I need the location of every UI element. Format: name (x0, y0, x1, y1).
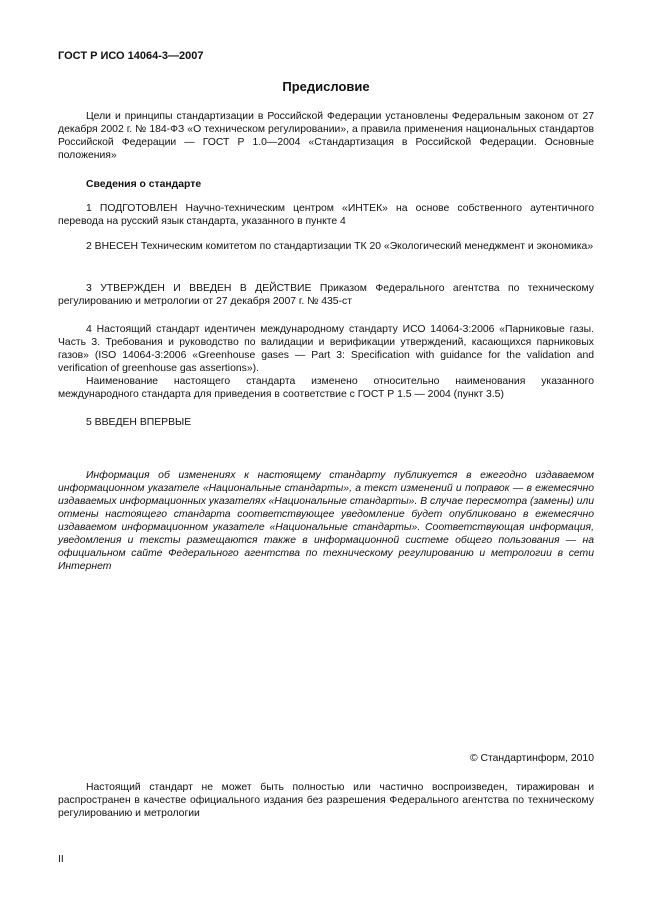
item-4-note: Наименование настоящего стандарта изменено относительно наименования указанного международного стандарта для приведения в соответствие с ГОСТ Р 1.5 — 2004 (пункт 3.5) (58, 376, 594, 400)
item-2 (58, 240, 594, 253)
info-heading-block (58, 178, 594, 191)
item-4-text: 4 Настоящий стандарт идентичен международному стандарту ИСО 14064-3:2006 «Парниковые газы. Часть 3. Требования и руководство по валидации и верификации утверждений, касающихся парниковых газов» (ISO 14064-3:2006 «Greenhouse gases — Part 3: Specification with guidance for the validation and verification of greenhouse gas assertions»). (58, 324, 594, 374)
changes-info (58, 469, 594, 573)
standard-code: ГОСТ Р ИСО 14064-3—2007 (58, 50, 204, 62)
item-5 (58, 416, 594, 429)
info-heading: Сведения о стандарте (86, 179, 202, 190)
item-1 (58, 202, 594, 228)
document-page (58, 0, 594, 913)
reproduction-notice (58, 781, 594, 820)
intro-text: Цели и принципы стандартизации в Российской Федерации установлены Федеральным законом от 27 декабря 2002 г. № 184-ФЗ «О техническом регулировании», а правила применения национальных стандартов Российской Федерации — ГОСТ Р 1.0—2004 «Стандартизация в Российской Федерации. Основные положения» (58, 111, 594, 161)
item-3-text: 3 УТВЕРЖДЕН И ВВЕДЕН В ДЕЙСТВИЕ Приказом Федерального агентства по техническому регулированию и метрологии от 27 декабря 2007 г. № 435-ст (58, 283, 594, 307)
item-4 (58, 323, 594, 401)
copyright: © Стандартинформ, 2010 (469, 753, 594, 764)
item-5-text: 5 ВВЕДЕН ВПЕРВЫЕ (86, 417, 192, 428)
item-3 (58, 282, 594, 308)
page-number: II (58, 854, 64, 865)
changes-info-text: Информация об изменениях к настоящему стандарту публикуется в ежегодно издаваемом информационном указателе «Национальные стандарты», а текст изменений и поправок — в ежемесячно издаваемых информационных указателях «Национальные стандарты». В случае пересмотра (замены) или отмены настоящего стандарта соответствующее уведомление будет опубликовано в ежемесячно издаваемом информационном указателе «Национальные стандарты». Соответствующая информация, уведомления и тексты размещаются также в информационной системе общего пользования — на официальном сайте Федерального агентства по техническому регулированию и метрологии в сети Интернет (58, 470, 594, 572)
item-1-text: 1 ПОДГОТОВЛЕН Научно-техническим центром «ИНТЕК» на основе собственного аутентичного перевода на русский язык стандарта, указанного в пункте 4 (58, 203, 594, 227)
item-2-text: 2 ВНЕСЕН Техническим комитетом по стандартизации ТК 20 «Экологический менеджмент и экономика» (86, 241, 594, 252)
page-title: Предисловие (282, 79, 370, 94)
intro-paragraph (58, 110, 594, 162)
reproduction-text: Настоящий стандарт не может быть полностью или частично воспроизведен, тиражирован и распространен в качестве официального издания без разрешения Федерального агентства по техническому регулированию и метрологии (58, 782, 594, 819)
